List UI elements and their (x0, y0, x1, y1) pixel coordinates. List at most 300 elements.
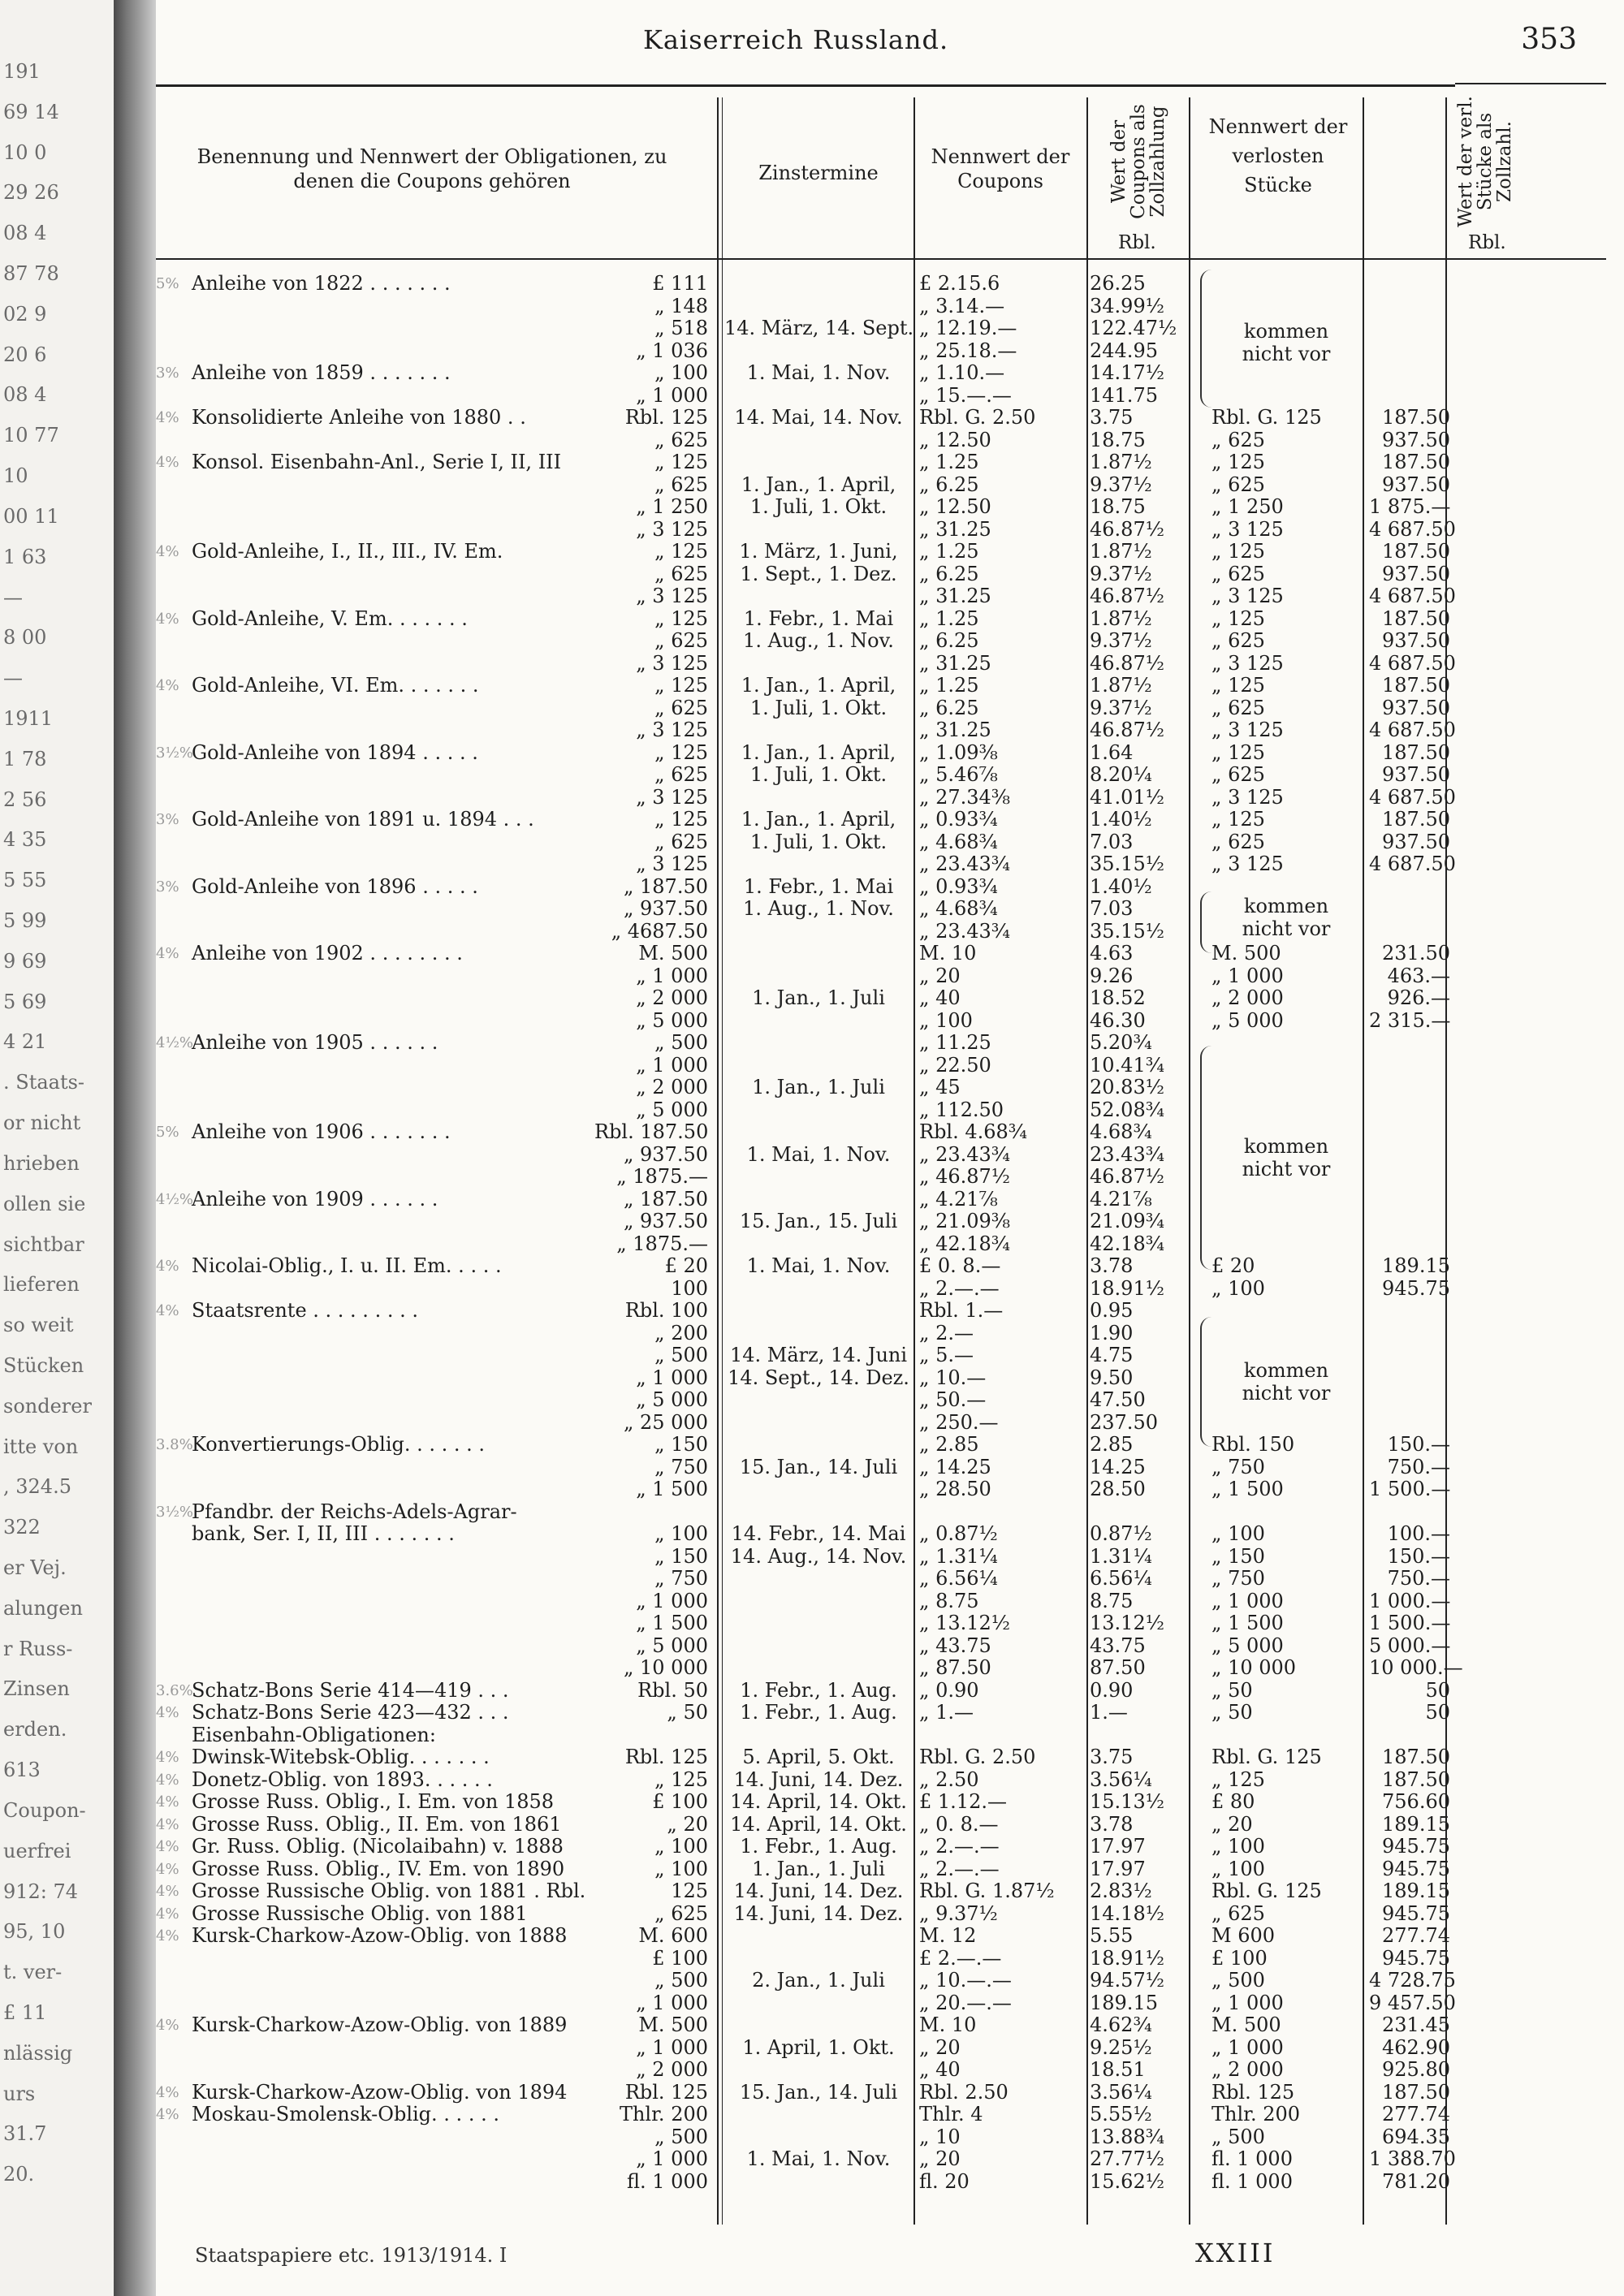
cell-cv: 244.95 (1090, 339, 1158, 362)
adjacent-page-fragment (0, 0, 114, 2296)
cell-dn: „ 1 000 (1212, 2035, 1284, 2059)
cell-denom: Rbl. 125 (624, 2080, 708, 2104)
cell-dates: 1. Sept., 1. Dez. (740, 562, 897, 585)
cell-cv: 1.90 (1090, 1321, 1134, 1344)
cell-name: Dwinsk-Witebsk-Oblig. . . . . . . (192, 1746, 490, 1768)
adjacent-line: Stücken (3, 1353, 84, 1377)
cell-cv: 13.12½ (1090, 1612, 1164, 1634)
cell-dates: 1. Febr., 1. Mai (743, 874, 894, 898)
cell-dn: M. 500 (1212, 942, 1281, 965)
header-drawn-value-unit: Rbl. (1468, 232, 1506, 253)
cell-cv: 43.75 (1090, 1634, 1146, 1657)
cell-cv: 4.75 (1090, 1344, 1134, 1366)
cell-dn: Rbl. G. 125 (1212, 1746, 1322, 1768)
adjacent-line: 69 14 (3, 100, 59, 123)
cell-cn: £ 2.—.— (919, 1946, 1002, 1970)
cell-pct: 4% (156, 1771, 179, 1789)
cell-cv: 9.25½ (1090, 2035, 1152, 2059)
cell-cn: „ 23.43¾ (919, 1142, 1011, 1166)
cell-cn: „ 31.25 (919, 585, 991, 607)
cell-name: Anleihe von 1902 . . . . . . . . (192, 942, 463, 965)
cell-dv: 10 000.— (1369, 1656, 1463, 1679)
cell-dn: „ 2 000 (1212, 2058, 1284, 2081)
cell-cv: 3.56¼ (1090, 2080, 1152, 2104)
adjacent-line: 2 56 (3, 788, 47, 811)
cell-denom: „ 1 036 (636, 339, 708, 362)
cell-cn: „ 6.25 (919, 629, 979, 652)
cell-dv: 100.— (1387, 1522, 1450, 1545)
brace-note-line2: nicht vor (1242, 1382, 1331, 1405)
cell-denom: „ 1 000 (636, 2147, 708, 2170)
adjacent-line: lieferen (3, 1273, 80, 1297)
cell-cv: 122.47½ (1090, 317, 1177, 339)
cell-cn: Rbl. 2.50 (919, 2080, 1009, 2104)
cell-dv: 945.75 (1382, 1857, 1450, 1880)
cell-dv: 187.50 (1382, 606, 1450, 630)
cell-cv: 2.85 (1090, 1433, 1134, 1456)
cell-cv: 41.01½ (1090, 785, 1164, 809)
cell-dv: 1 500.— (1369, 1612, 1451, 1634)
col-sep-2 (914, 97, 915, 2225)
cell-dn: „ 150 (1212, 1544, 1265, 1568)
cell-dv: 187.50 (1382, 540, 1450, 563)
cell-dn: „ 125 (1212, 540, 1265, 563)
cell-cv: 94.57½ (1090, 1969, 1164, 1992)
cell-dv: 937.50 (1382, 696, 1450, 719)
cell-dates: 1. Jan., 1. April, (741, 808, 896, 831)
cell-dn: „ 750 (1212, 1455, 1265, 1478)
cell-name: Grosse Russ. Oblig., II. Em. von 1861 (192, 1812, 562, 1836)
cell-dv: 9 457.50 (1369, 1991, 1456, 2014)
cell-dv: 945.75 (1382, 1901, 1450, 1925)
cell-denom: „ 10 000 (623, 1656, 708, 1679)
adjacent-line: 4 21 (3, 1030, 47, 1054)
cell-denom: „ 625 (654, 1901, 708, 1925)
cell-denom: „ 3 125 (636, 785, 708, 809)
cell-dates: 14. März, 14. Juni (729, 1344, 908, 1366)
cell-cn: „ 11.25 (919, 1031, 991, 1054)
cell-dv: 1 388.70 (1369, 2147, 1456, 2170)
brace-note-line1: kommen (1243, 1135, 1329, 1158)
cell-dv: 187.50 (1382, 1767, 1450, 1791)
cell-denom: „ 1875.— (616, 1232, 708, 1255)
header-dates: Zinstermine (758, 162, 879, 184)
cell-denom: „ 125 (654, 674, 708, 697)
adjacent-line: t. ver- (3, 1961, 63, 1984)
cell-cv: 87.50 (1090, 1656, 1146, 1679)
cell-denom: „ 625 (654, 629, 708, 652)
cell-denom: 125 (671, 1880, 708, 1902)
cell-name: Gr. Russ. Oblig. (Nicolaibahn) v. 1888 (192, 1835, 564, 1858)
cell-cv: 5.20¾ (1090, 1031, 1152, 1054)
cell-cn: „ 13.12½ (919, 1612, 1011, 1634)
cell-denom: „ 625 (654, 763, 708, 786)
cell-cn: „ 28.50 (919, 1478, 991, 1500)
adjacent-line: uerfrei (3, 1839, 71, 1862)
cell-denom: „ 625 (654, 562, 708, 585)
cell-cn: „ 0.93¾ (919, 874, 998, 898)
cell-pct: 4% (156, 1927, 179, 1944)
adjacent-line: 9 69 (3, 949, 47, 973)
cell-denom: „ 2 000 (636, 2058, 708, 2081)
cell-cn: „ 4.21⅞ (919, 1187, 998, 1211)
cell-dv: 187.50 (1382, 740, 1450, 764)
book-gutter (114, 0, 156, 2296)
cell-dv: 925.80 (1382, 2058, 1450, 2081)
cell-denom: „ 937.50 (623, 1210, 708, 1232)
cell-dv: 277.74 (1382, 1924, 1450, 1947)
cell-cv: 3.78 (1090, 1254, 1134, 1277)
cell-cv: 18.51 (1090, 2058, 1146, 2081)
cell-dates: 1. Febr., 1. Mai (743, 606, 894, 630)
cell-denom: „ 50 (667, 1701, 708, 1724)
cell-dn: „ 20 (1212, 1812, 1253, 1836)
cell-pct: 4% (156, 1860, 179, 1878)
cell-dates: 1. April, 1. Okt. (742, 2035, 895, 2059)
cell-dates: 1. Febr., 1. Aug. (740, 1678, 897, 1702)
cell-denom: „ 125 (654, 451, 708, 473)
cell-dn: £ 20 (1212, 1254, 1255, 1277)
cell-pct: 4½% (156, 1190, 194, 1208)
cell-cn: „ 40 (919, 2058, 961, 2081)
cell-cn: fl. 20 (919, 2169, 970, 2193)
cell-pct: 3.6% (156, 1681, 193, 1699)
cell-cn: „ 43.75 (919, 1634, 991, 1657)
cell-name: Anleihe von 1905 . . . . . . (192, 1031, 438, 1054)
adjacent-line: 10 0 (3, 140, 47, 164)
cell-dn: £ 100 (1212, 1946, 1268, 1970)
cell-pct: 3% (156, 878, 179, 896)
cell-dv: 937.50 (1382, 428, 1450, 451)
cell-dv: 187.50 (1382, 451, 1450, 473)
cell-cv: 7.03 (1090, 897, 1134, 920)
cell-cn: M. 12 (919, 1924, 977, 1947)
cell-cn: „ 20 (919, 2035, 961, 2059)
cell-dn: „ 1 000 (1212, 1991, 1284, 2014)
cell-dv: 4 687.50 (1369, 852, 1456, 875)
header-coupon-value: Wert der Coupons als Zollzahlung (1108, 104, 1168, 219)
cell-dates: 1. Juli, 1. Okt. (749, 495, 888, 518)
cell-name: Kursk-Charkow-Azow-Oblig. von 1888 (192, 1924, 568, 1947)
adjacent-line: 1 78 (3, 747, 47, 770)
cell-name: Gold-Anleihe von 1894 . . . . . (192, 740, 478, 764)
adjacent-line: ollen sie (3, 1192, 86, 1215)
cell-name: Anleihe von 1822 . . . . . . . (192, 272, 451, 295)
cell-cn: „ 250.— (919, 1410, 999, 1434)
cell-name: bank, Ser. I, II, III . . . . . . . (192, 1522, 455, 1545)
cell-cv: 8.75 (1090, 1589, 1134, 1612)
cell-cn: „ 4.68¾ (919, 830, 998, 853)
cell-cn: £ 2.15.6 (919, 272, 1000, 295)
cell-dn: „ 500 (1212, 2125, 1265, 2148)
cell-denom: „ 1 000 (636, 1366, 708, 1389)
cell-denom: „ 100 (654, 361, 708, 384)
cell-cn: „ 1.31¼ (919, 1544, 998, 1568)
cell-denom: „ 5 000 (636, 1098, 708, 1121)
cell-denom: „ 4687.50 (611, 919, 708, 943)
brace-note-line2: nicht vor (1242, 1158, 1331, 1180)
cell-cv: 1.40½ (1090, 874, 1152, 898)
cell-dv: 187.50 (1382, 406, 1450, 429)
cell-dv: 945.75 (1382, 1835, 1450, 1858)
cell-cn: „ 4.68¾ (919, 897, 998, 920)
adjacent-line: 08 4 (3, 222, 47, 245)
cell-denom: „ 1 000 (636, 1991, 708, 2014)
cell-name: Gold-Anleihe von 1891 u. 1894 . . . (192, 808, 534, 831)
cell-dates: 14. Juni, 14. Dez. (733, 1880, 904, 1902)
cell-dv: 4 687.50 (1369, 517, 1456, 541)
cell-dn: „ 625 (1212, 1901, 1265, 1925)
cell-dv: 5 000.— (1369, 1634, 1451, 1657)
cell-dates: 1. Febr., 1. Aug. (740, 1701, 897, 1724)
cell-denom: „ 1875.— (616, 1165, 708, 1188)
cell-cn: Rbl. 1.— (919, 1299, 1004, 1322)
cell-cv: 9.37½ (1090, 696, 1152, 719)
cell-name: Kursk-Charkow-Azow-Oblig. von 1889 (192, 2013, 568, 2036)
cell-cv: 0.95 (1090, 1299, 1134, 1322)
cell-dn: „ 125 (1212, 740, 1265, 764)
cell-dates: 15. Jan., 15. Juli (739, 1210, 898, 1232)
cell-name: Konvertierungs-Oblig. . . . . . . (192, 1433, 486, 1456)
adjacent-line: 20 6 (3, 343, 47, 366)
adjacent-line: erden. (3, 1718, 67, 1741)
cell-name: Grosse Russische Oblig. von 1881 . Rbl. (192, 1880, 586, 1902)
col-sep-1 (717, 97, 719, 2225)
cell-denom: „ 100 (654, 1522, 708, 1545)
cell-denom: „ 1 000 (636, 964, 708, 987)
cell-cn: „ 10 (919, 2125, 961, 2148)
cell-dn: „ 500 (1212, 1969, 1265, 1992)
adjacent-line: 8 00 (3, 626, 47, 650)
adjacent-line: 1911 (3, 706, 54, 730)
cell-name: Kursk-Charkow-Azow-Oblig. von 1894 (192, 2080, 568, 2104)
cell-cv: 13.88¾ (1090, 2125, 1164, 2148)
cell-dn: „ 3 125 (1212, 651, 1284, 675)
cell-pct: 4% (156, 1905, 179, 1923)
cell-dv: 2 315.— (1369, 1008, 1451, 1032)
brace-note (1213, 895, 1359, 940)
header-coupon-value-unit: Rbl. (1118, 232, 1156, 253)
cell-cv: 10.41¾ (1090, 1053, 1164, 1077)
cell-cv: 47.50 (1090, 1388, 1146, 1411)
cell-denom: Rbl. 187.50 (594, 1120, 709, 1143)
cell-dv: 187.50 (1382, 808, 1450, 831)
cell-pct: 4% (156, 2106, 179, 2123)
cell-denom: £ 111 (652, 272, 708, 295)
adjacent-line: 5 55 (3, 869, 47, 892)
adjacent-line: 912: 74 (3, 1880, 79, 1903)
cell-dates: 1. Jan., 1. Juli (752, 986, 885, 1009)
cell-name: Gold-Anleihe, I., II., III., IV. Em. (192, 540, 503, 563)
cell-denom: £ 100 (652, 1946, 708, 1970)
cell-dv: 750.— (1387, 1567, 1450, 1590)
cell-cv: 46.30 (1090, 1008, 1146, 1032)
adjacent-line: sichtbar (3, 1232, 84, 1256)
cell-pct: 4% (156, 610, 179, 628)
adjacent-line: Zinsen (3, 1677, 70, 1701)
cell-cv: 3.75 (1090, 1746, 1134, 1768)
cell-name: Pfandbr. der Reichs-Adels-Agrar- (192, 1500, 517, 1523)
cell-name: Gold-Anleihe, V. Em. . . . . . . (192, 606, 468, 630)
cell-denom: „ 125 (654, 1767, 708, 1791)
cell-dn: Rbl. 150 (1212, 1433, 1295, 1456)
cell-dates: 5. April, 5. Okt. (742, 1746, 895, 1768)
cell-dates: 1. Febr., 1. Aug. (740, 1835, 897, 1858)
cell-dates: 14. Mai, 14. Nov. (734, 406, 903, 429)
cell-dates: 15. Jan., 14. Juli (739, 2080, 898, 2104)
cell-cv: 189.15 (1090, 1991, 1158, 2014)
cell-dv: 187.50 (1382, 1746, 1450, 1768)
cell-denom: Thlr. 200 (619, 2103, 708, 2126)
cell-cn: „ 0.90 (919, 1678, 979, 1702)
col-sep-5 (1363, 97, 1364, 2225)
cell-cv: 5.55½ (1090, 2103, 1152, 2126)
cell-dv: 50 (1425, 1678, 1450, 1702)
cell-cn: „ 2.85 (919, 1433, 979, 1456)
cell-dv: 937.50 (1382, 830, 1450, 853)
cell-dates: 1. Mai, 1. Nov. (746, 1254, 891, 1277)
cell-denom: „ 1 500 (636, 1478, 708, 1500)
cell-cn: „ 2.—.— (919, 1857, 1000, 1880)
cell-name: Nicolai-Oblig., I. u. II. Em. . . . . (192, 1254, 502, 1277)
cell-dn: „ 750 (1212, 1567, 1265, 1590)
brace (1200, 1046, 1213, 1270)
cell-cn: „ 15.—.— (919, 383, 1012, 407)
cell-denom: „ 100 (654, 1857, 708, 1880)
cell-dates: 14. April, 14. Okt. (730, 1790, 907, 1813)
cell-dates: 1. Jan., 1. April, (741, 473, 896, 496)
cell-denom: „ 500 (654, 2125, 708, 2148)
cell-cn: „ 1.25 (919, 540, 979, 563)
cell-cn: „ 12.50 (919, 428, 991, 451)
cell-dates: 1. Jan., 1. Juli (752, 1076, 885, 1098)
cell-dates: 14. Juni, 14. Dez. (733, 1767, 904, 1791)
cell-cv: 237.50 (1090, 1410, 1158, 1434)
cell-cv: 1.64 (1090, 740, 1134, 764)
cell-cn: „ 27.34⅜ (919, 785, 1011, 809)
brace-note-line2: nicht vor (1242, 917, 1331, 940)
cell-dn: „ 1 250 (1212, 495, 1284, 518)
cell-cn: „ 50.— (919, 1388, 987, 1411)
cell-dv: 187.50 (1382, 2080, 1450, 2104)
top-rule-end (1455, 83, 1606, 84)
cell-name: Grosse Russ. Oblig., IV. Em. von 1890 (192, 1857, 565, 1880)
cell-cv: 3.56¼ (1090, 1767, 1152, 1791)
cell-cv: 141.75 (1090, 383, 1158, 407)
cell-cv: 28.50 (1090, 1478, 1146, 1500)
cell-cn: Rbl. 4.68¾ (919, 1120, 1028, 1143)
cell-denom: „ 125 (654, 606, 708, 630)
cell-dn: „ 3 125 (1212, 517, 1284, 541)
cell-cv: 35.15½ (1090, 919, 1164, 943)
cell-pct: 4% (156, 1258, 179, 1275)
cell-cv: 14.18½ (1090, 1901, 1164, 1925)
adjacent-line: er Vej. (3, 1556, 67, 1580)
cell-dv: 4 728.75 (1369, 1969, 1456, 1992)
cell-cn: M. 10 (919, 2013, 977, 2036)
cell-dates: 2. Jan., 1. Juli (752, 1969, 885, 1992)
cell-denom: „ 100 (654, 1835, 708, 1858)
cell-dn: „ 625 (1212, 473, 1265, 496)
adjacent-line: 191 (3, 60, 41, 83)
cell-denom: „ 2 000 (636, 986, 708, 1009)
cell-dn: „ 3 125 (1212, 852, 1284, 875)
cell-denom: „ 125 (654, 540, 708, 563)
adjacent-line: 08 4 (3, 383, 47, 407)
cell-cv: 0.87½ (1090, 1522, 1152, 1545)
cell-pct: 4% (156, 677, 179, 694)
cell-dn: fl. 1 000 (1212, 2147, 1293, 2170)
cell-cn: „ 21.09⅜ (919, 1210, 1011, 1232)
cell-denom: „ 148 (654, 294, 708, 317)
cell-name: Staatsrente . . . . . . . . . (192, 1299, 418, 1322)
cell-dates: 14. Juni, 14. Dez. (733, 1901, 904, 1925)
cell-dates: 1. Jan., 1. Juli (752, 1857, 885, 1880)
cell-cn: „ 42.18¾ (919, 1232, 1011, 1255)
cell-pct: 4½% (156, 1034, 194, 1051)
cell-cn: „ 6.25 (919, 562, 979, 585)
cell-denom: M. 500 (638, 942, 708, 965)
cell-denom: fl. 1 000 (627, 2169, 708, 2193)
header-name: Benennung und Nennwert der Obligationen, zu denen die Coupons gehören (197, 145, 667, 192)
cell-cv: 18.91½ (1090, 1946, 1164, 1970)
cell-dates: 1. Juli, 1. Okt. (749, 763, 888, 786)
cell-dn: „ 2 000 (1212, 986, 1284, 1009)
cell-cv: 42.18¾ (1090, 1232, 1164, 1255)
adjacent-line: 95, 10 (3, 1920, 66, 1944)
cell-dv: 756.60 (1382, 1790, 1450, 1813)
cell-dv: 926.— (1387, 986, 1450, 1009)
cell-cv: 20.83½ (1090, 1076, 1164, 1098)
cell-dn: „ 625 (1212, 562, 1265, 585)
adjacent-line: — (3, 585, 23, 609)
header-drawn-value: Wert der verl. Stücke als Zollzahl. (1455, 96, 1515, 227)
cell-denom: „ 5 000 (636, 1388, 708, 1411)
cell-dates: 14. Febr., 14. Mai (731, 1522, 906, 1545)
cell-cv: 4.62¾ (1090, 2013, 1152, 2036)
adjacent-line: 5 69 (3, 990, 47, 1013)
cell-denom: „ 500 (654, 1344, 708, 1366)
col-sep-3 (1086, 97, 1088, 2225)
cell-cn: „ 14.25 (919, 1455, 991, 1478)
cell-cv: 7.03 (1090, 830, 1134, 853)
cell-cn: „ 10.—.— (919, 1969, 1012, 1992)
cell-cn: „ 12.19.— (919, 317, 1017, 339)
cell-dn: „ 3 125 (1212, 785, 1284, 809)
cell-denom: Rbl. 125 (624, 1746, 708, 1768)
cell-cv: 5.55 (1090, 1924, 1134, 1947)
cell-dn: „ 3 125 (1212, 719, 1284, 741)
cell-dv: 694.35 (1382, 2125, 1450, 2148)
cell-name: Konsol. Eisenbahn-Anl., Serie I, II, III (192, 451, 562, 473)
cell-cn: „ 31.25 (919, 651, 991, 675)
brace-note (1213, 320, 1359, 365)
cell-denom: M. 600 (638, 1924, 708, 1947)
cell-name: Gold-Anleihe, VI. Em. . . . . . . (192, 674, 479, 697)
cell-cn: „ 46.87½ (919, 1165, 1011, 1188)
cell-cv: 3.78 (1090, 1812, 1134, 1836)
cell-cv: 26.25 (1090, 272, 1146, 295)
cell-dn: „ 100 (1212, 1522, 1265, 1545)
cell-denom: „ 200 (654, 1321, 708, 1344)
adjacent-line: 00 11 (3, 504, 59, 528)
cell-dn: „ 125 (1212, 606, 1265, 630)
adjacent-line: 02 9 (3, 302, 47, 326)
cell-dates: 1. Jan., 1. April, (741, 674, 896, 697)
cell-pct: 4% (156, 1815, 179, 1833)
cell-dn: Thlr. 200 (1212, 2103, 1301, 2126)
cell-pct: 4% (156, 1883, 179, 1900)
